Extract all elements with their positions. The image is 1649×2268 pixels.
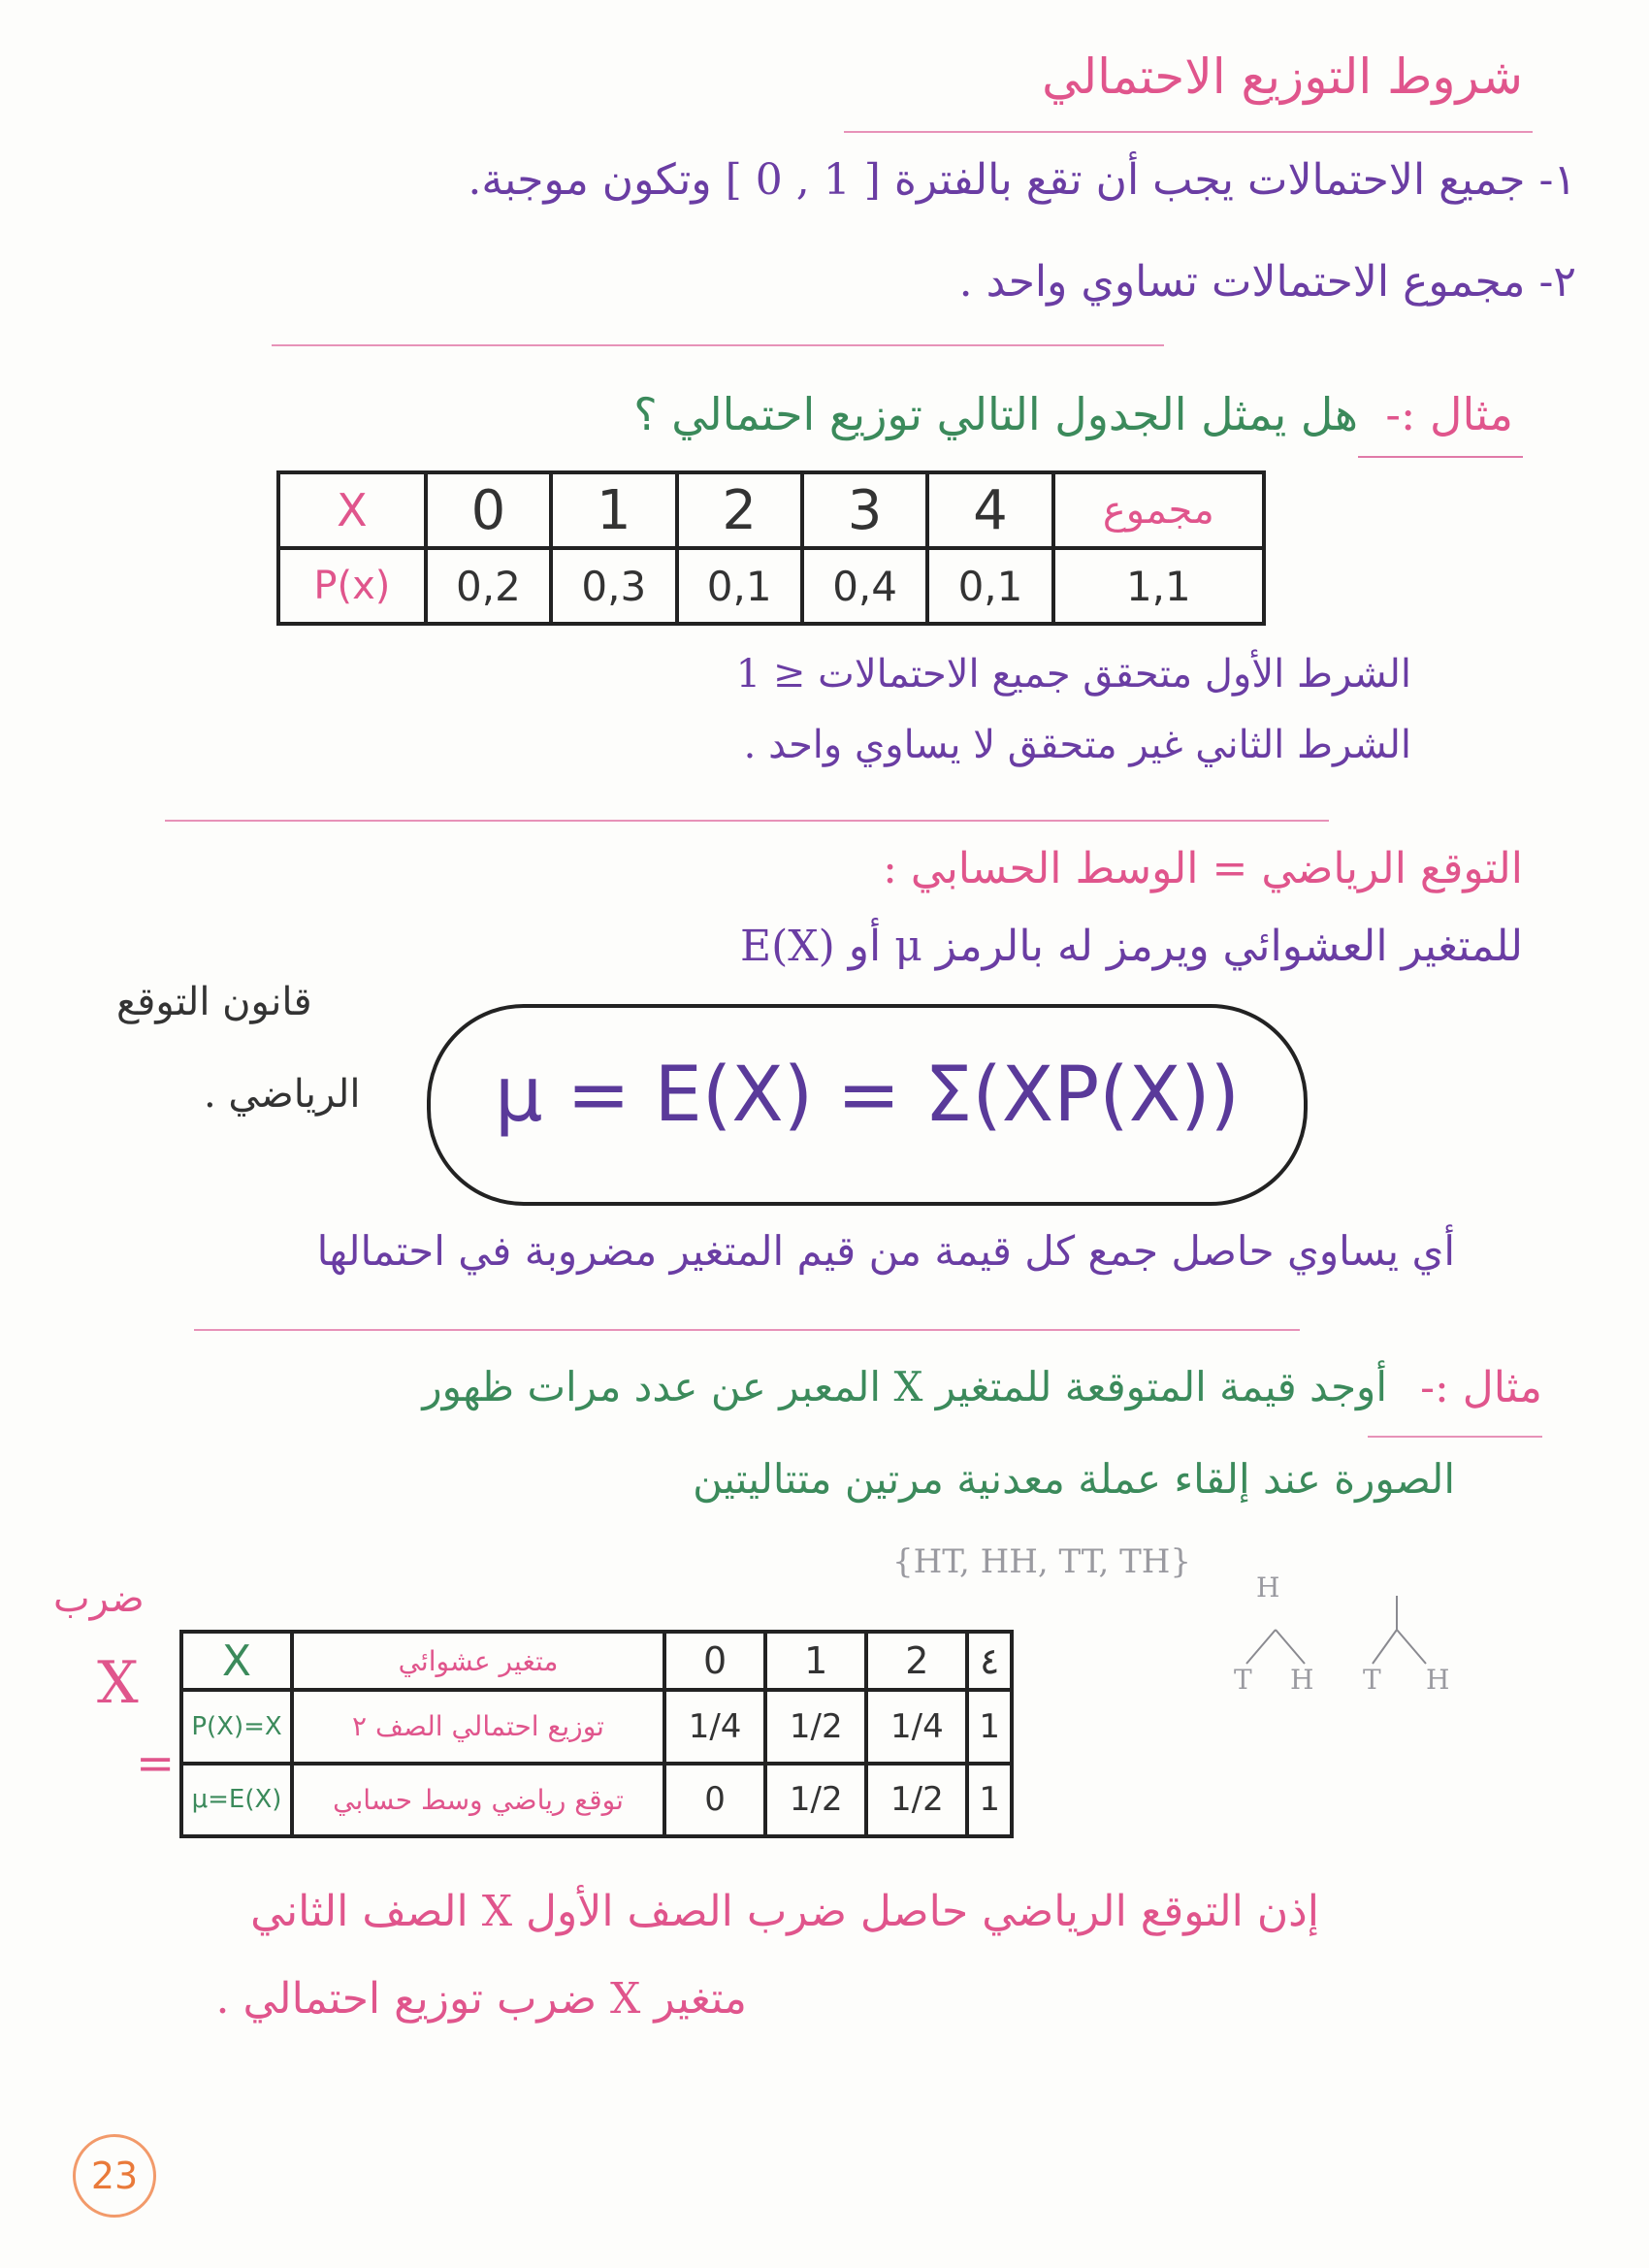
table-row-label: P(x)	[278, 548, 426, 624]
table-cell: 1/4	[866, 1690, 967, 1763]
tree-label: T	[1363, 1664, 1381, 1696]
example2-question-1: أوجد قيمة المتوقعة للمتغير X المعبر عن عدد مرات ظهور	[422, 1363, 1387, 1410]
table-cell: ٤	[967, 1632, 1012, 1690]
table-cell: 1/2	[765, 1764, 866, 1836]
conclusion-1: إذن التوقع الرياضي حاصل ضرب الصف الأول X الصف الثاني	[250, 1887, 1319, 1936]
row-description: توزيع احتمالي الصف ٢	[292, 1690, 664, 1763]
table-cell: 0	[664, 1764, 765, 1836]
formula-side-label-1: قانون التوقع	[116, 980, 312, 1024]
condition-1: ١- جميع الاحتمالات يجب أن تقع بالفترة [ 1 , 0 ] وتكون موجبة.	[468, 155, 1576, 205]
title-underline	[844, 131, 1533, 133]
row-symbol: P(X)=X	[181, 1690, 292, 1763]
table-cell-x: 4	[927, 472, 1052, 548]
example2-table	[179, 1630, 1014, 1838]
divider-1	[272, 344, 1164, 346]
multiply-x: X	[97, 1649, 139, 1717]
example1-table	[276, 470, 1266, 626]
tree-label: H	[1426, 1664, 1450, 1696]
tree-label: H	[1290, 1664, 1314, 1696]
row-symbol: μ=E(X)	[181, 1764, 292, 1836]
multiply-label: ضرب	[53, 1576, 145, 1621]
example1-underline	[1358, 456, 1523, 458]
formula-side-label-2: الرياضي .	[204, 1072, 361, 1117]
page-number: 23	[73, 2134, 156, 2218]
table-cell-x: 3	[802, 472, 927, 548]
table-cell-x: 1	[551, 472, 676, 548]
table-cell-p: 0,1	[927, 548, 1052, 624]
table-cell-p: 0,3	[551, 548, 676, 624]
table-cell: 1/2	[765, 1690, 866, 1763]
example2-heading: مثال :-	[1420, 1363, 1542, 1412]
table-cell: 1	[967, 1690, 1012, 1763]
table-cell-x: 0	[426, 472, 551, 548]
table-cell: 1/4	[664, 1690, 765, 1763]
example2-question-2: الصورة عند إلقاء عملة معدنية مرتين متتاليتين	[693, 1455, 1455, 1503]
expectation-heading: التوقع الرياضي = الوسط الحسابي :	[883, 844, 1523, 893]
table-cell: 1	[967, 1764, 1012, 1836]
equals-sign: =	[136, 1736, 176, 1791]
row-description: توقع رياضي وسط حسابي	[292, 1764, 664, 1836]
expectation-explain: أي يساوي حاصل جمع كل قيمة من قيم المتغير مضروبة في احتمالها	[316, 1227, 1455, 1275]
conclusion-2: متغير X ضرب توزيع احتمالي .	[215, 1974, 747, 2024]
example2-underline	[1368, 1436, 1542, 1438]
expectation-line: للمتغير العشوائي ويرمز له بالرمز μ أو E(X)	[739, 922, 1523, 971]
example1-note-2: الشرط الثاني غير متحقق لا يساوي واحد .	[743, 723, 1411, 767]
example1-note-1: الشرط الأول متحقق جميع الاحتمالات ≤ 1	[735, 652, 1411, 697]
divider-3	[194, 1329, 1300, 1331]
table-cell-sum: 1,1	[1053, 548, 1264, 624]
formula-box	[427, 1004, 1308, 1206]
table-cell-p: 0,1	[677, 548, 802, 624]
table-cell-p: 0,2	[426, 548, 551, 624]
row-description: متغير عشوائي	[292, 1632, 664, 1690]
table-cell: 1	[765, 1632, 866, 1690]
condition-2: ٢- مجموع الاحتمالات تساوي واحد .	[958, 257, 1576, 307]
table-header-sum: مجموع	[1053, 472, 1264, 548]
table-cell: 0	[664, 1632, 765, 1690]
table-cell: 2	[866, 1632, 967, 1690]
divider-2	[165, 820, 1329, 822]
example1-question: هل يمثل الجدول التالي توزيع احتمالي ؟	[633, 388, 1358, 440]
tree-label: H	[1256, 1571, 1280, 1604]
table-cell-p: 0,4	[802, 548, 927, 624]
row-symbol: X	[181, 1632, 292, 1690]
page-title: شروط التوزيع الاحتمالي	[1042, 49, 1523, 105]
table-cell-x: 2	[677, 472, 802, 548]
expectation-formula: μ = E(X) = Σ(XP(X))	[494, 1052, 1240, 1139]
table-header-x: X	[278, 472, 426, 548]
tree-label: T	[1234, 1664, 1252, 1696]
table-cell: 1/2	[866, 1764, 967, 1836]
sample-space: {HT, HH, TT, TH}	[892, 1542, 1192, 1581]
example1-heading: مثال :-	[1385, 388, 1513, 440]
